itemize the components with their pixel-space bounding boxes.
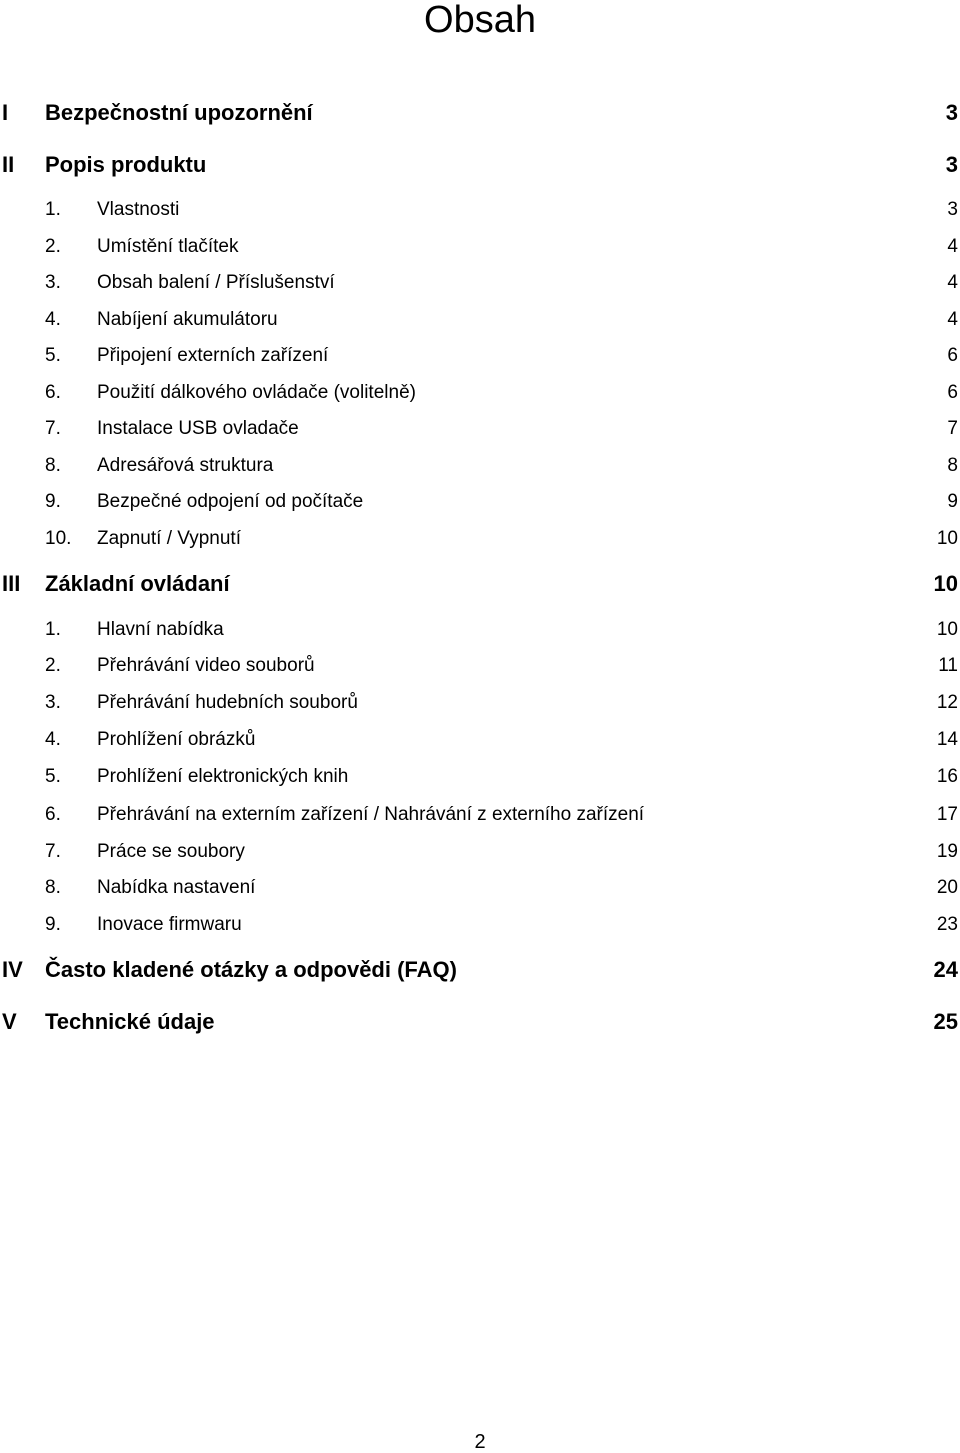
toc-entry-page: 17 bbox=[936, 804, 958, 825]
toc-entry-page: 10 bbox=[936, 619, 958, 640]
toc-entry[interactable] bbox=[0, 235, 958, 259]
toc-entry-label: Vlastnosti bbox=[97, 199, 180, 220]
toc-entry-page: 10 bbox=[933, 571, 958, 596]
toc-entry-page: 8 bbox=[947, 455, 958, 476]
toc-entry-label: Přehrávání video souborů bbox=[97, 655, 315, 676]
toc-entry-number: 5. bbox=[45, 345, 61, 366]
toc-entry[interactable] bbox=[0, 381, 958, 405]
toc-entry-number: 2. bbox=[45, 655, 61, 676]
toc-entry-page: 11 bbox=[938, 655, 958, 676]
toc-entry[interactable] bbox=[0, 618, 958, 642]
toc-entry[interactable] bbox=[0, 765, 958, 789]
toc-entry-label: Hlavní nabídka bbox=[97, 619, 224, 640]
toc-entry-page: 4 bbox=[947, 236, 958, 257]
toc-entry-label: Zapnutí / Vypnutí bbox=[97, 528, 241, 549]
toc-entry-label: Nabídka nastavení bbox=[97, 877, 256, 898]
toc-entry-number: II bbox=[2, 152, 15, 177]
toc-entry-label: Instalace USB ovladače bbox=[97, 418, 299, 439]
toc-entry[interactable] bbox=[0, 913, 958, 937]
toc-entry-page: 4 bbox=[947, 309, 958, 330]
toc-entry-page: 6 bbox=[947, 382, 958, 403]
toc-entry-label: Prohlížení obrázků bbox=[97, 729, 256, 750]
toc-entry-label: Bezpečnostní upozornění bbox=[45, 100, 313, 125]
toc-entry-page: 20 bbox=[936, 877, 958, 898]
toc-entry-number: 6. bbox=[45, 382, 61, 403]
toc-entry-number: 4. bbox=[45, 729, 61, 750]
toc-entry[interactable] bbox=[0, 308, 958, 332]
toc-entry-number: 10. bbox=[45, 528, 72, 549]
toc-entry-number: V bbox=[2, 1009, 17, 1034]
toc-entry-label: Práce se soubory bbox=[97, 841, 245, 862]
toc-entry-page: 19 bbox=[936, 841, 958, 862]
toc-entry[interactable] bbox=[0, 728, 958, 752]
toc-entry[interactable] bbox=[0, 840, 958, 864]
toc-entry-label: Technické údaje bbox=[45, 1009, 215, 1034]
toc-entry-number: 1. bbox=[45, 619, 61, 640]
page-number: 2 bbox=[474, 1431, 486, 1453]
toc-entry-label: Prohlížení elektronických knih bbox=[97, 766, 349, 787]
toc-entry[interactable] bbox=[0, 876, 958, 900]
toc-entry-number: 9. bbox=[45, 914, 61, 935]
toc-entry-label: Nabíjení akumulátoru bbox=[97, 309, 278, 330]
toc-entry-label: Přehrávání hudebních souborů bbox=[97, 692, 358, 713]
toc-entry-page: 14 bbox=[936, 729, 958, 750]
toc-entry[interactable] bbox=[0, 654, 958, 678]
toc-entry[interactable] bbox=[0, 1008, 958, 1036]
toc-entry-page: 10 bbox=[936, 528, 958, 549]
toc-entry-label: Přehrávání na externím zařízení / Nahrávání z externího zařízení bbox=[97, 804, 645, 825]
toc-entry-number: IV bbox=[2, 957, 23, 982]
toc-entry-number: 1. bbox=[45, 199, 61, 220]
toc-entry-number: 5. bbox=[45, 766, 61, 787]
toc-entry-label: Bezpečné odpojení od počítače bbox=[97, 491, 364, 512]
toc-entry-page: 16 bbox=[936, 766, 958, 787]
toc-entry-number: 7. bbox=[45, 418, 61, 439]
toc-entry-label: Často kladené otázky a odpovědi (FAQ) bbox=[45, 957, 457, 982]
toc-entry-label: Inovace firmwaru bbox=[97, 914, 242, 935]
toc-entry[interactable] bbox=[0, 344, 958, 368]
page-title: Obsah bbox=[424, 0, 536, 41]
toc-entry-number: 3. bbox=[45, 692, 61, 713]
toc-entry-number: 6. bbox=[45, 804, 61, 825]
toc-entry[interactable] bbox=[0, 570, 958, 598]
toc-entry-label: Obsah balení / Příslušenství bbox=[97, 272, 335, 293]
toc-entry[interactable] bbox=[0, 691, 958, 715]
toc-entry-label: Umístění tlačítek bbox=[97, 236, 239, 257]
toc-entry-page: 23 bbox=[936, 914, 958, 935]
toc-entry[interactable] bbox=[0, 151, 958, 179]
toc-entry[interactable] bbox=[0, 417, 958, 441]
toc-entry-number: 8. bbox=[45, 455, 61, 476]
toc-entry-label: Použití dálkového ovládače (volitelně) bbox=[97, 382, 416, 403]
toc-entry-number: III bbox=[2, 571, 21, 596]
toc-entry-page: 3 bbox=[947, 199, 958, 220]
toc-entry-number: 9. bbox=[45, 491, 61, 512]
toc-entry[interactable] bbox=[0, 803, 958, 827]
toc-entry-page: 3 bbox=[945, 100, 958, 125]
toc-entry-number: 2. bbox=[45, 236, 61, 257]
toc-entry-page: 4 bbox=[947, 272, 958, 293]
toc-entry[interactable] bbox=[0, 271, 958, 295]
toc-entry-page: 25 bbox=[933, 1009, 958, 1034]
toc-entry-label: Adresářová struktura bbox=[97, 455, 274, 476]
toc-entry[interactable] bbox=[0, 490, 958, 514]
toc-entry-number: I bbox=[2, 100, 9, 125]
toc-entry-number: 3. bbox=[45, 272, 61, 293]
toc-entry-label: Základní ovládaní bbox=[45, 571, 230, 596]
toc-entry-page: 24 bbox=[933, 957, 958, 982]
toc-entry-label: Připojení externích zařízení bbox=[97, 345, 329, 366]
toc-entry[interactable] bbox=[0, 198, 958, 222]
toc-entry[interactable] bbox=[0, 527, 958, 551]
toc-entry-number: 7. bbox=[45, 841, 61, 862]
toc-entry-label: Popis produktu bbox=[45, 152, 207, 177]
toc-entry[interactable] bbox=[0, 956, 958, 984]
toc-entry-number: 8. bbox=[45, 877, 61, 898]
toc-entry-number: 4. bbox=[45, 309, 61, 330]
toc-entry-page: 12 bbox=[936, 692, 958, 713]
toc-entry-page: 3 bbox=[945, 152, 958, 177]
toc-entry-page: 7 bbox=[947, 418, 958, 439]
toc-entry-page: 9 bbox=[947, 491, 958, 512]
toc-entry[interactable] bbox=[0, 99, 958, 127]
toc-entry-page: 6 bbox=[947, 345, 958, 366]
toc-entry[interactable] bbox=[0, 454, 958, 478]
